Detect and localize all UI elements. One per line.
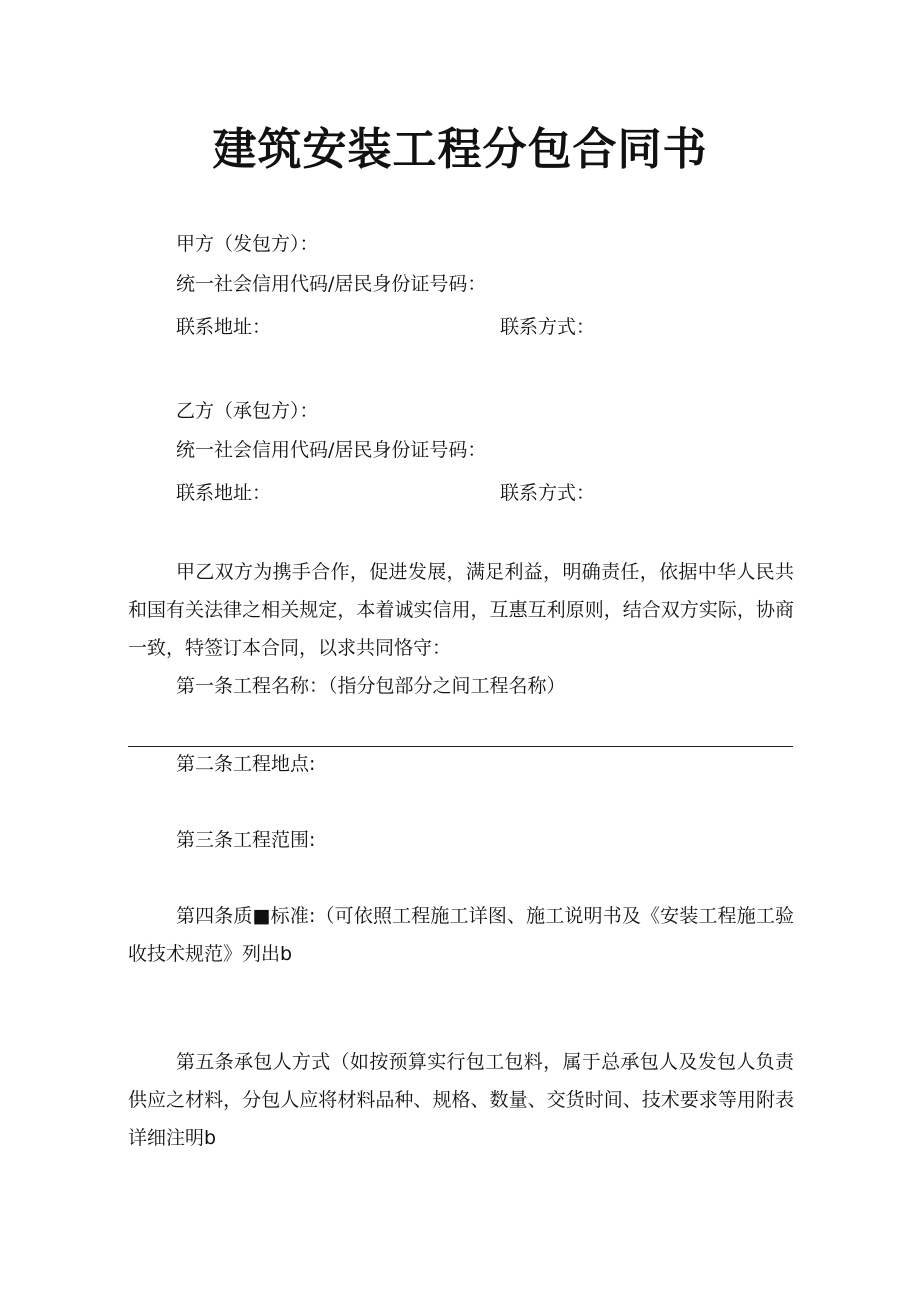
article-2: 第二条工程地点: <box>176 753 316 775</box>
article-3: 第三条工程范围: <box>176 829 316 851</box>
party-a-address-label: 联系地址： <box>176 316 272 338</box>
article-4: 第四条质■标准:（可依照工程施工详图、施工说明书及《安装工程施工验收技术规范》列出b <box>128 905 794 965</box>
party-a-contact-label: 联系方式： <box>500 316 596 338</box>
intro-paragraph: 甲乙双方为携手合作，促进发展，满足利益，明确责任，依据中华人民共和国有关法律之相关规定，本着诚实信用，互惠互利原则，结合双方实际，协商一致，特签订本合同，以求共同恪守： <box>128 561 794 659</box>
party-b-label: 乙方（承包方）： <box>176 400 319 422</box>
party-b-contact-label: 联系方式： <box>500 482 596 504</box>
party-b-address-label: 联系地址： <box>176 482 272 504</box>
article-1: 第一条工程名称：（指分包部分之间工程名称） <box>176 675 566 697</box>
party-a-id-label: 统一社会信用代码/居民身份证号码： <box>176 273 487 295</box>
party-a-label: 甲方（发包方）： <box>176 233 319 255</box>
party-b-id-label: 统一社会信用代码/居民身份证号码： <box>176 439 487 461</box>
document-title: 建筑安装工程分包合同书 <box>212 124 708 175</box>
fill-in-underline <box>128 746 793 747</box>
article-5: 第五条承包人方式（如按预算实行包工包料，属于总承包人及发包人负责供应之材料，分包人应将材料品种、规格、数量、交货时间、技术要求等用附表详细注明b <box>128 1051 794 1149</box>
